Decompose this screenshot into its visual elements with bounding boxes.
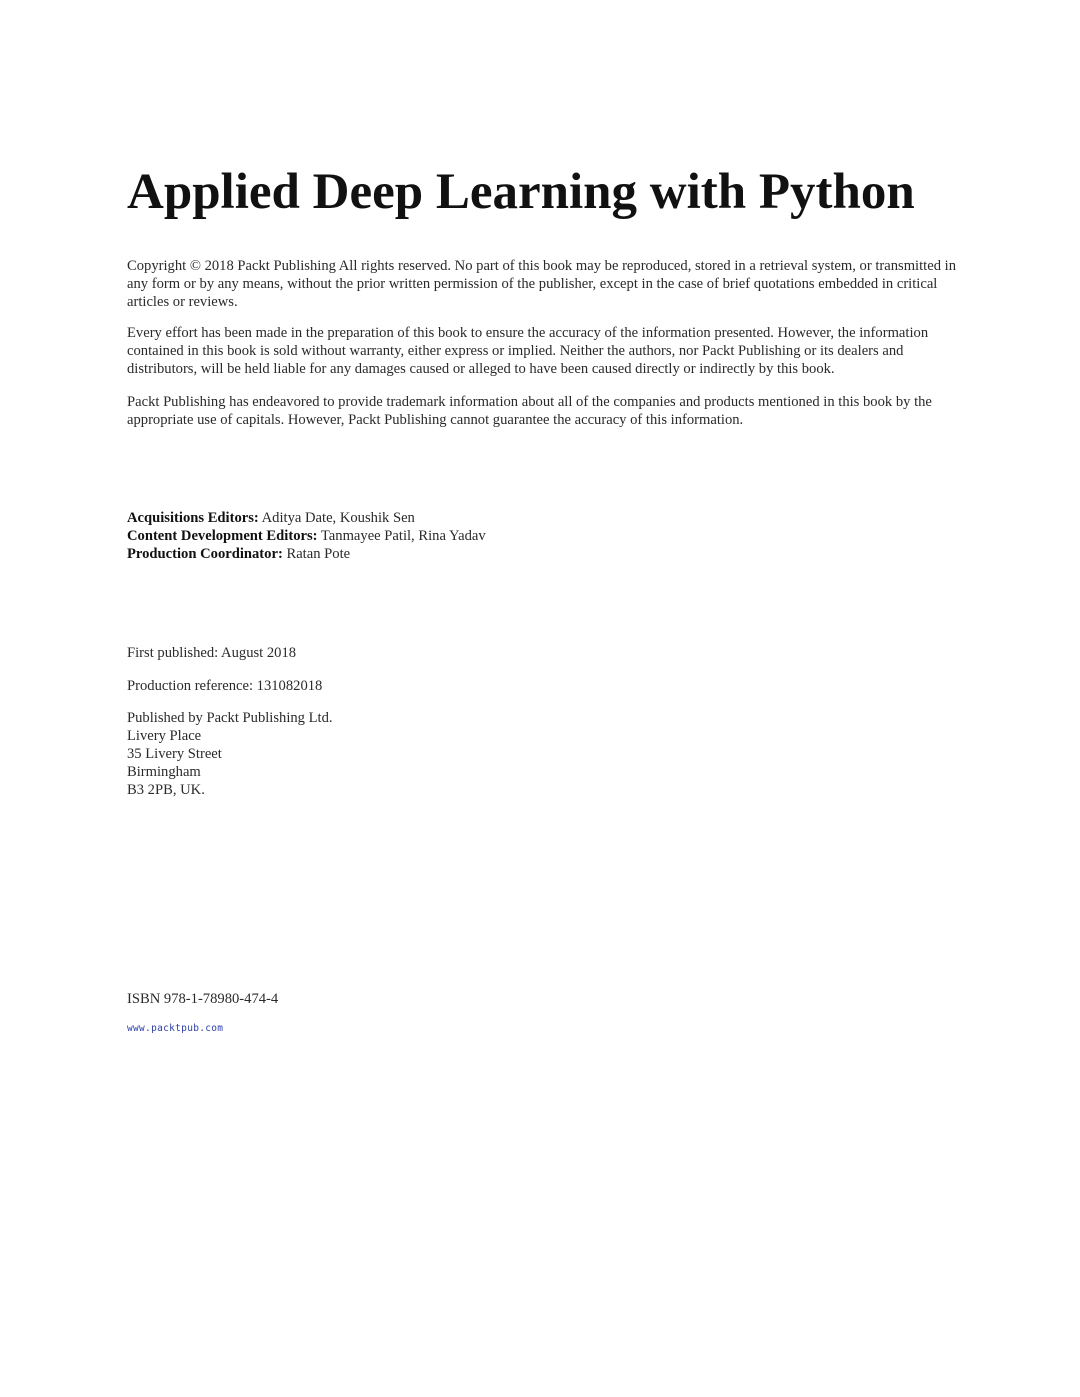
isbn: ISBN 978-1-78980-474-4 (127, 991, 279, 1007)
publisher-address (127, 709, 333, 799)
trademark-paragraph: Packt Publishing has endeavored to provide trademark information about all of the companies and products mentioned in this book by the appropriate use of capitals. However, Packt Publishing cannot guarantee the accuracy of this information. (127, 394, 932, 429)
address-line: Livery Place (127, 728, 202, 744)
disclaimer-paragraph: Every effort has been made in the preparation of this book to ensure the accuracy of the information presented. However, the information contained in this book is sold without warranty, either express or implied. Neither the authors, nor Packt Publishing or its dealers and distributors, will be held liable for any damages caused or alleged to have been caused directly or indirectly by this book. (127, 325, 929, 378)
credit-value: Tanmayee Patil, Rina Yadav (317, 528, 486, 544)
credit-acquisitions-editors (127, 509, 486, 527)
production-reference: Production reference: 131082018 (127, 678, 323, 694)
credit-label: Acquisitions Editors: (127, 510, 259, 526)
credits-block (127, 509, 486, 563)
credit-content-development-editors (127, 527, 486, 545)
website-link[interactable]: www.packtpub.com (127, 1023, 224, 1034)
credit-value: Ratan Pote (282, 546, 351, 562)
first-published: First published: August 2018 (127, 645, 297, 661)
credit-value: Aditya Date, Koushik Sen (258, 510, 415, 526)
address-line: Birmingham (127, 764, 201, 780)
credit-production-coordinator (127, 545, 486, 563)
address-line: Published by Packt Publishing Ltd. (127, 710, 333, 726)
credit-label: Content Development Editors: (127, 528, 318, 544)
address-line: B3 2PB, UK. (127, 782, 205, 798)
copyright-paragraph: Copyright © 2018 Packt Publishing All rights reserved. No part of this book may be reproduced, stored in a retrieval system, or transmitted in any form or by any means, without the prior written permission of the publisher, except in the case of brief quotations embedded in critical articles or reviews. (127, 258, 957, 311)
address-line: 35 Livery Street (127, 746, 222, 762)
credit-label: Production Coordinator: (127, 546, 283, 562)
book-title: Applied Deep Learning with Python (127, 164, 915, 220)
